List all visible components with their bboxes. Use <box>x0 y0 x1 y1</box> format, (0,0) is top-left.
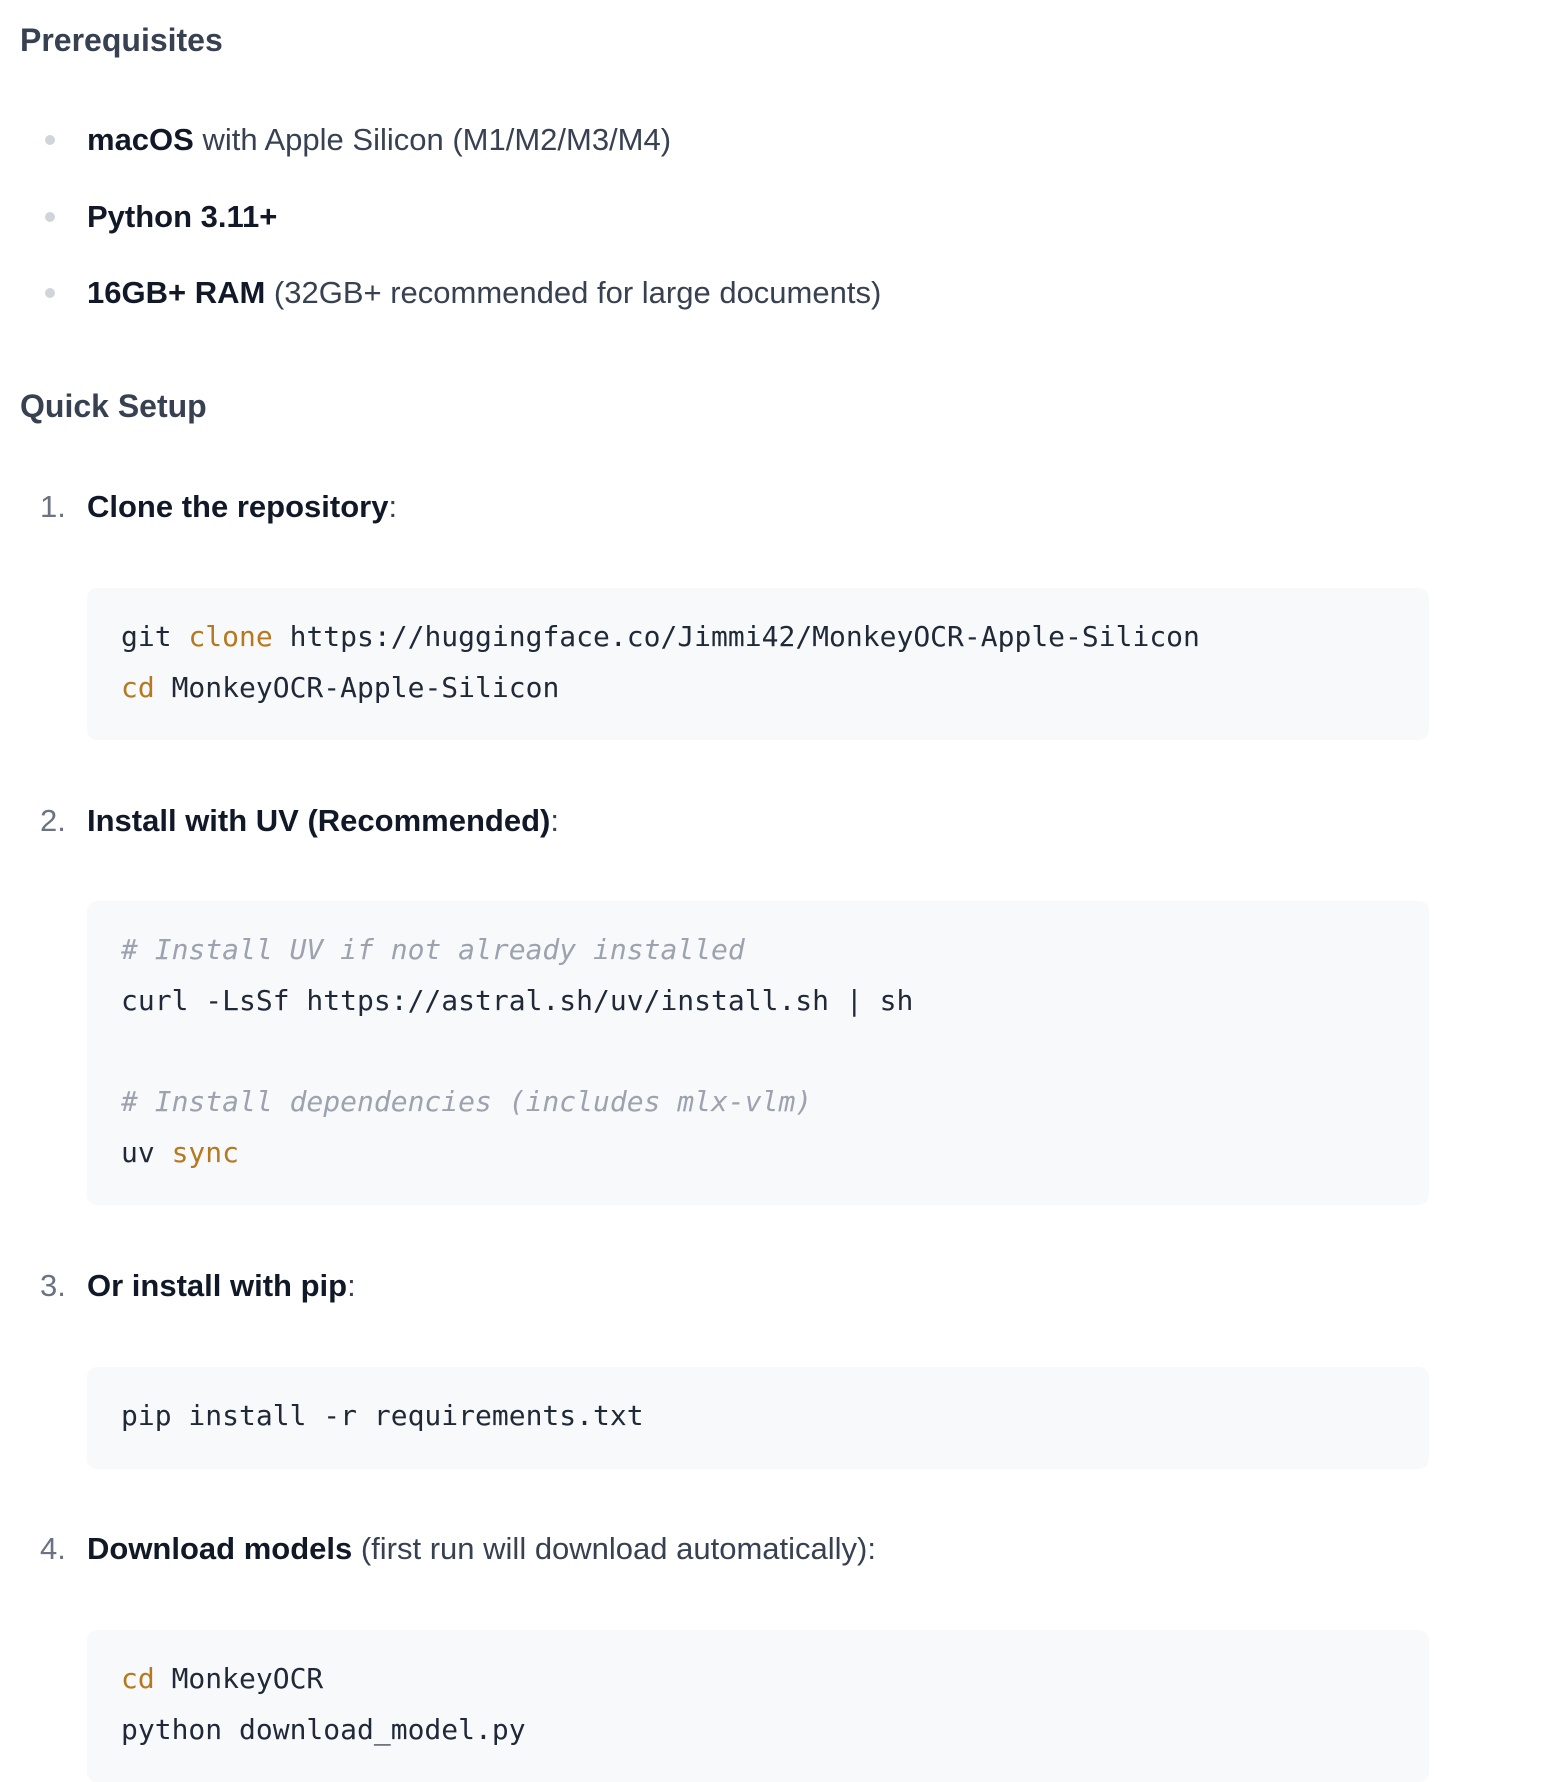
code-block-clone[interactable] <box>87 588 1429 740</box>
code-line[interactable]: pip install -r requirements.txt <box>121 1399 644 1432</box>
prerequisite-strong: Python 3.11+ <box>87 199 278 234</box>
bullet-dot-icon <box>45 135 55 145</box>
quick-setup-heading: Quick Setup <box>20 388 207 424</box>
step-number: 3. <box>40 1268 66 1303</box>
step-number: 1. <box>40 489 66 524</box>
prerequisite-detail: (32GB+ recommended for large documents) <box>265 275 882 310</box>
step-number: 4. <box>40 1531 66 1566</box>
code-comment: # Install dependencies (includes mlx-vlm) <box>121 1085 813 1118</box>
bullet-dot-icon <box>45 212 55 222</box>
prerequisite-detail: with Apple Silicon (M1/M2/M3/M4) <box>193 122 672 157</box>
step-text <box>87 487 397 527</box>
step-detail: (first run will download automatically): <box>352 1531 876 1566</box>
step-text <box>87 1266 356 1306</box>
prerequisite-strong: macOS <box>87 122 194 157</box>
code-keyword: cd <box>121 1662 155 1695</box>
step-title: Or install with pip <box>87 1268 348 1303</box>
prerequisite-text <box>87 120 671 160</box>
step-text <box>87 801 559 841</box>
step-title: Clone the repository <box>87 489 389 524</box>
bullet-dot-icon <box>45 288 55 298</box>
code-line[interactable]: curl -LsSf https://astral.sh/uv/install.sh | sh <box>121 984 914 1017</box>
code-block-pip[interactable] <box>87 1367 1429 1469</box>
code-line[interactable]: cd MonkeyOCR <box>121 1662 324 1695</box>
step-detail: : <box>550 803 559 838</box>
step-text <box>87 1529 876 1569</box>
step-number: 2. <box>40 803 66 838</box>
code-line[interactable]: python download_model.py <box>121 1713 526 1746</box>
code-block-uv[interactable] <box>87 901 1429 1205</box>
prerequisite-text <box>87 197 277 237</box>
prerequisite-text <box>87 273 881 313</box>
prerequisite-strong: 16GB+ RAM <box>87 275 266 310</box>
prerequisites-heading: Prerequisites <box>20 22 223 58</box>
code-comment: # Install UV if not already installed <box>121 933 745 966</box>
code-block-download[interactable] <box>87 1630 1429 1782</box>
code-line[interactable]: cd MonkeyOCR-Apple-Silicon <box>121 671 560 704</box>
step-title: Download models <box>87 1531 353 1566</box>
code-keyword: sync <box>171 1136 240 1169</box>
code-line[interactable]: git clone https://huggingface.co/Jimmi42/MonkeyOCR-Apple-Silicon <box>121 620 1200 653</box>
step-detail: : <box>388 489 398 524</box>
step-title: Install with UV (Recommended) <box>87 803 551 838</box>
code-keyword: cd <box>121 671 155 704</box>
step-detail: : <box>347 1268 356 1303</box>
code-line[interactable]: uv sync <box>121 1136 240 1169</box>
code-keyword: clone <box>188 620 273 653</box>
